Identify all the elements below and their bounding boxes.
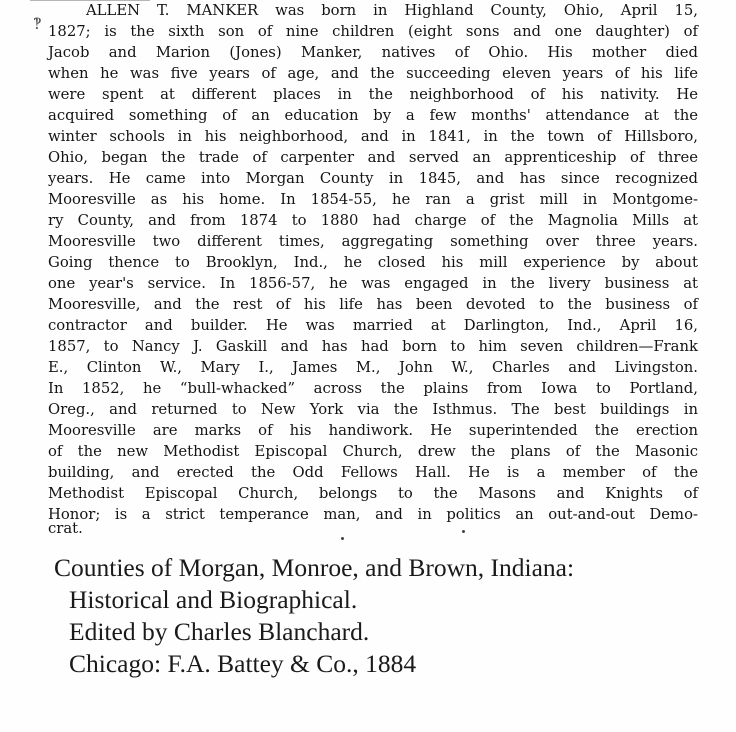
citation-title: Counties of Morgan, Monroe, and Brown, Indiana: <box>54 553 575 582</box>
biography-line: ry County, and from 1874 to 1880 had charge of the Magnolia Mills at <box>48 212 698 229</box>
biography-line: building, and erected the Odd Fellows Hall. He is a member of the <box>48 464 698 481</box>
biography-line: were spent at different places in the neighborhood of his nativity. He <box>48 86 698 103</box>
print-speck <box>341 537 344 540</box>
biography-line: years. He came into Morgan County in 1845, and has since recognized <box>48 170 698 187</box>
biography-line: Going thence to Brooklyn, Ind., he closed his mill experience by about <box>48 254 698 271</box>
biography-line: Mooresville two different times, aggregating something over three years. <box>48 233 698 250</box>
biography-line: acquired something of an education by a few months' attendance at the <box>48 107 698 124</box>
biography-line: when he was five years of age, and the succeeding eleven years of his life <box>48 65 698 82</box>
biography-line: Jacob and Marion (Jones) Manker, natives of Ohio. His mother died <box>48 44 698 61</box>
biography-line: Mooresville, and the rest of his life has been devoted to the business of <box>48 296 698 313</box>
biography-line: Oreg., and returned to New York via the Isthmus. The best buildings in <box>48 401 698 418</box>
print-speck <box>462 530 465 533</box>
biography-line: winter schools in his neighborhood, and in 1841, in the town of Hillsboro, <box>48 128 698 145</box>
margin-mark: ‽ <box>33 14 42 33</box>
biography-line: one year's service. In 1856-57, he was engaged in the livery business at <box>48 275 698 292</box>
biography-line: Ohio, began the trade of carpenter and served an apprenticeship of three <box>48 149 698 166</box>
biography-line: 1827; is the sixth son of nine children (eight sons and one daughter) of <box>48 23 698 40</box>
biography-line: Methodist Episcopal Church, belongs to the Masons and Knights of <box>48 485 698 502</box>
biography-line: ALLEN T. MANKER was born in Highland County, Ohio, April 15, <box>86 2 698 19</box>
biography-line: crat. <box>48 520 83 537</box>
citation-editor: Edited by Charles Blanchard. <box>69 617 370 646</box>
citation-publisher: Chicago: F.A. Battey & Co., 1884 <box>69 649 417 678</box>
biography-line: Mooresville are marks of his handiwork. He superintended the erection <box>48 422 698 439</box>
biography-line: In 1852, he “bull-whacked” across the plains from Iowa to Portland, <box>48 380 698 397</box>
biography-line: of the new Methodist Episcopal Church, drew the plans of the Masonic <box>48 443 698 460</box>
biography-line: contractor and builder. He was married at Darlington, Ind., April 16, <box>48 317 698 334</box>
biography-line: 1857, to Nancy J. Gaskill and has had born to him seven children—Frank <box>48 338 698 355</box>
citation-subtitle: Historical and Biographical. <box>69 585 358 614</box>
source-citation <box>0 552 736 692</box>
biography-line: Honor; is a strict temperance man, and in politics an out-and-out Demo- <box>48 506 698 523</box>
biography-line: E., Clinton W., Mary I., James M., John W., Charles and Livingston. <box>48 359 698 376</box>
biography-line: Mooresville as his home. In 1854-55, he ran a grist mill in Montgome- <box>48 191 698 208</box>
